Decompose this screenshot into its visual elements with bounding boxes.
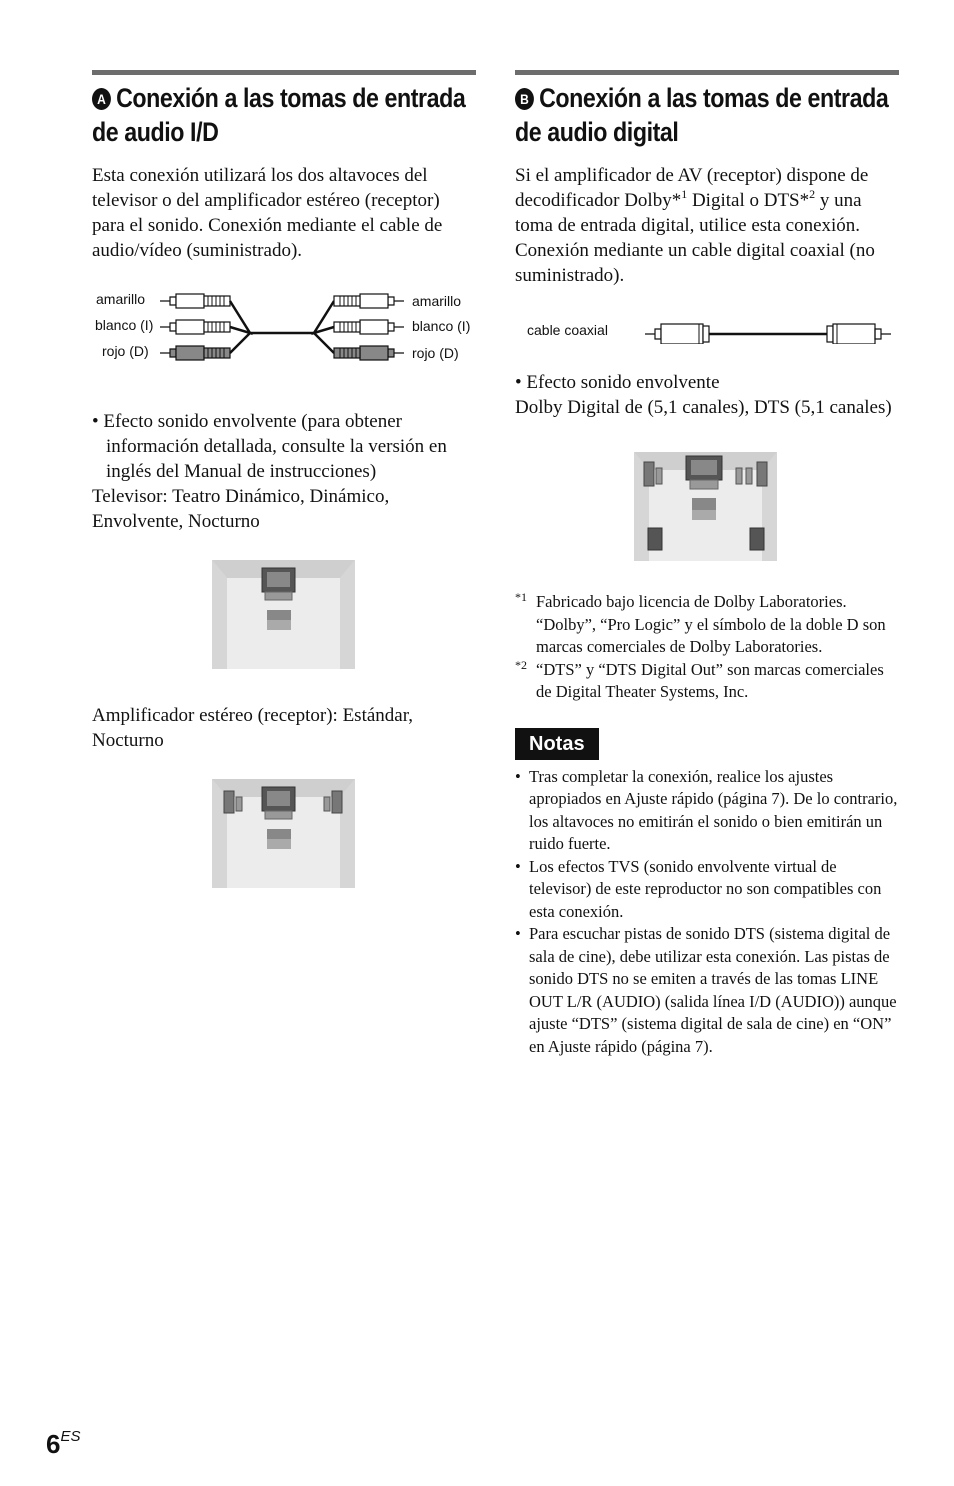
list-item: • Para escuchar pistas de sonido DTS (sistema digital de sala de cine), debe utilizar esta conexión. Las pistas de sonido DTS no se emiten a través de las tomas LINE OUT L/R (AUDIO) (salida línea I/D (AUDIO)) aunque ajuste “DTS” (sistema digital de sala de cine) en “ON” en Ajuste rápido (página 7). [515, 923, 899, 1058]
tv-icon [262, 787, 295, 819]
letter-a-badge: A [92, 88, 111, 110]
sofa-icon [267, 829, 291, 849]
footnotes [515, 591, 899, 704]
section-a-heading [92, 81, 476, 149]
sofa-icon [267, 610, 291, 630]
sofa-icon [692, 498, 716, 520]
footnote-mark: *2 [515, 657, 527, 672]
footnote-1 [515, 591, 899, 659]
left-plugs [160, 294, 230, 360]
footnote-text: “DTS” y “DTS Digital Out” son marcas comerciales de Digital Theater Systems, Inc. [536, 659, 884, 701]
section-b-title: Conexión a las tomas de entrada de audio digital [515, 83, 889, 147]
notes-section [515, 728, 899, 1059]
coaxial-cable-diagram [515, 304, 899, 344]
notes-list [515, 766, 899, 1059]
list-item: • Los efectos TVS (sonido envolvente virtual de televisor) de este reproductor no son compatibles con esta conexión. [515, 856, 899, 924]
analog-cable-diagram [92, 287, 476, 379]
amp-surround-modes: Amplificador estéreo (receptor): Estándar, Nocturno [92, 705, 414, 751]
section-analog-audio [92, 70, 476, 888]
plug-left-white [160, 320, 230, 334]
surround-room-illustration [634, 452, 777, 561]
tv-icon [686, 456, 722, 489]
label-left-white: blanco (I) [95, 317, 154, 333]
intro-text-1: Si el amplificador de AV (receptor) dispone de decodificador Dolby* [515, 165, 869, 211]
section-b-cable-intro: Conexión mediante un cable digital coaxial (no suministrado). [515, 240, 875, 286]
tv-icon [262, 568, 295, 600]
plug-right-red [334, 346, 404, 360]
section-b-bullet: • Efecto sonido envolvente [515, 372, 720, 393]
section-b-intro [515, 163, 899, 238]
plug-left-red [160, 346, 230, 360]
right-plugs [334, 294, 404, 360]
label-right-yellow: amarillo [412, 293, 462, 309]
footnote-ref-2: 2 [809, 187, 816, 201]
section-a-intro: Esta conexión utilizará los dos altavoces del televisor o del amplificador estéreo (receptor) para el sonido. Conexión mediante el cable de audio/vídeo (suministrado). [92, 165, 443, 261]
notes-badge: Notas [515, 728, 599, 760]
section-rule [515, 70, 899, 75]
footnote-text: Fabricado bajo licencia de Dolby Laboratories. “Dolby”, “Pro Logic” y el símbolo de la doble D son marcas comerciales de Dolby Laboratories. [536, 592, 886, 656]
plug-right-yellow [334, 294, 404, 308]
section-b-heading [515, 81, 899, 149]
plug-right-white [334, 320, 404, 334]
page-number-value: 6 [46, 1429, 61, 1459]
section-digital-audio [515, 70, 899, 1058]
label-right-red: rojo (D) [412, 345, 459, 361]
footnote-ref-1: 1 [681, 187, 688, 201]
intro-text-2: Digital o DTS* [687, 190, 810, 211]
coaxial-cable-label: cable coaxial [527, 322, 608, 338]
digital-surround-modes: Dolby Digital de (5,1 canales), DTS (5,1 canales) [515, 397, 892, 418]
tv-surround-modes: Televisor: Teatro Dinámico, Dinámico, Envolvente, Nocturno [92, 486, 390, 532]
section-rule [92, 70, 476, 75]
plug-left-yellow [160, 294, 230, 308]
coaxial-plug-left [645, 324, 709, 344]
intro-text-3: y una toma de entrada digital, utilice esta conexión. [515, 190, 862, 236]
page-number [46, 1428, 80, 1460]
list-item: • Tras completar la conexión, realice los ajustes apropiados en Ajuste rápido (página 7). De lo contrario, los altavoces no emitirán el sonido o bien emitirán un ruido fuerte. [515, 766, 899, 856]
label-left-yellow: amarillo [96, 291, 146, 307]
page-language: ES [60, 1428, 81, 1445]
label-right-white: blanco (I) [412, 318, 471, 334]
cable-lines [230, 301, 334, 353]
coaxial-plug-right [827, 324, 891, 344]
footnote-2 [515, 659, 899, 704]
tv-room-illustration [212, 560, 355, 669]
amp-room-illustration [212, 779, 355, 888]
letter-b-badge: B [515, 88, 534, 110]
section-a-title: Conexión a las tomas de entrada de audio I/D [92, 83, 466, 147]
label-left-red: rojo (D) [102, 343, 149, 359]
section-a-bullet: • Efecto sonido envolvente (para obtener información detallada, consulte la versión en inglés del Manual de instrucciones) [92, 411, 447, 482]
footnote-mark: *1 [515, 590, 527, 604]
